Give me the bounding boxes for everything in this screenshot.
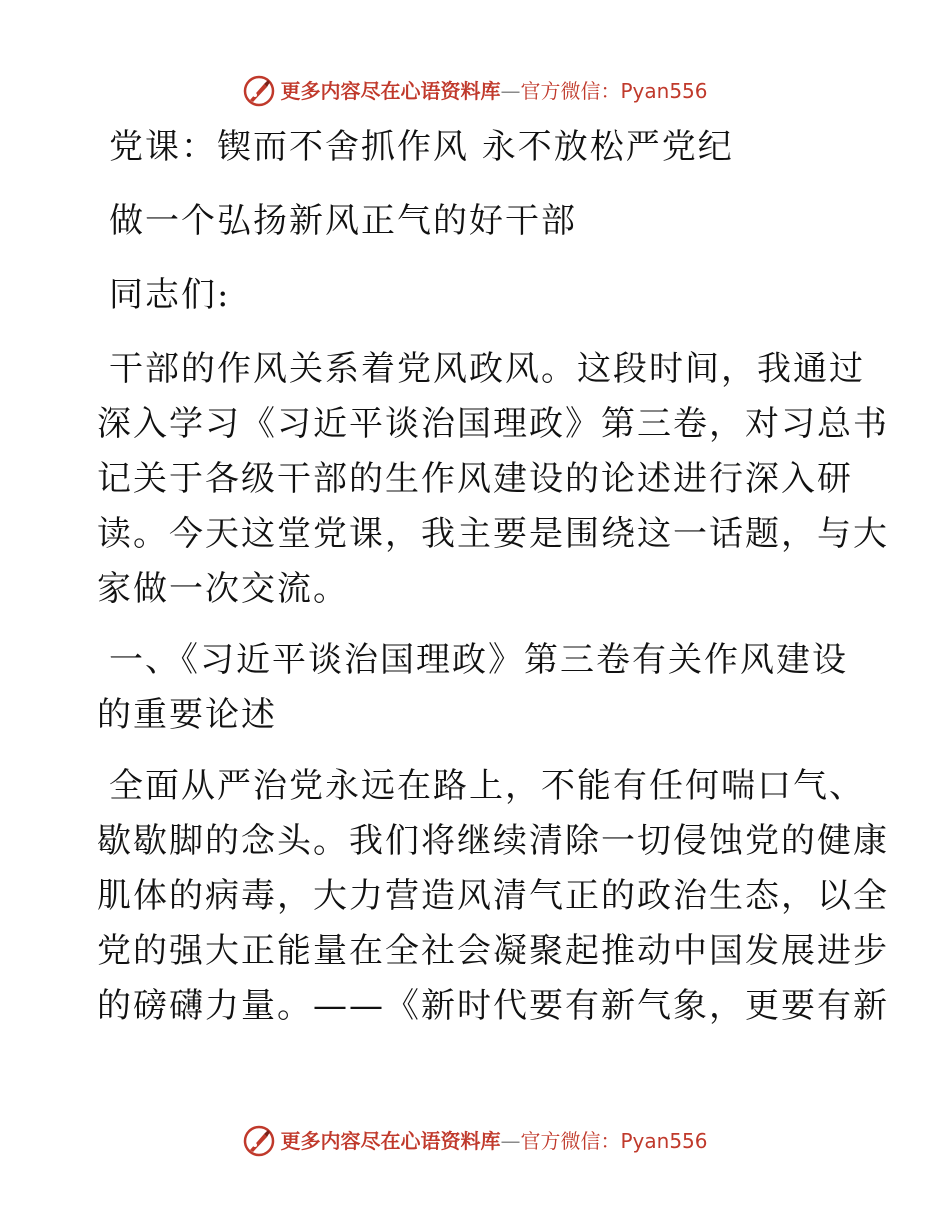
section-heading-line: 一、《习近平谈治国理政》第三卷有关作风建设 bbox=[109, 640, 848, 680]
header-wechat-id: Pyan556 bbox=[620, 79, 708, 103]
body-line: 肌体的病毒，大力营造风清气正的政治生态，以全 bbox=[97, 876, 889, 916]
intro-line: 记关于各级干部的生作风建设的论述进行深入研 bbox=[97, 459, 853, 499]
header-site-text: 更多内容尽在心语资料库 bbox=[280, 79, 501, 103]
footer-wechat-label: 官方微信： bbox=[520, 1129, 621, 1153]
body-line: 全面从严治党永远在路上，不能有任何喘口气、 bbox=[109, 766, 865, 806]
intro-line: 读。今天这堂党课，我主要是围绕这一话题，与大 bbox=[97, 514, 889, 554]
intro-paragraph bbox=[97, 346, 889, 612]
section1-heading bbox=[97, 637, 857, 738]
pen-logo-icon bbox=[242, 74, 276, 108]
footer-wechat-id: Pyan556 bbox=[620, 1129, 708, 1153]
document-title: 党课：锲而不舍抓作风 永不放松严党纪 bbox=[109, 127, 734, 167]
footer-site-text: 更多内容尽在心语资料库 bbox=[280, 1129, 501, 1153]
intro-line: 深入学习《习近平谈治国理政》第三卷，对习总书 bbox=[97, 404, 889, 444]
pen-logo-icon bbox=[242, 1124, 276, 1158]
intro-line: 干部的作风关系着党风政风。这段时间，我通过 bbox=[109, 349, 865, 389]
section-heading-line: 的重要论述 bbox=[97, 695, 277, 735]
document-subtitle: 做一个弘扬新风正气的好干部 bbox=[109, 201, 577, 241]
intro-line: 家做一次交流。 bbox=[97, 569, 349, 609]
body-line: 歇歇脚的念头。我们将继续清除一切侵蚀党的健康 bbox=[97, 821, 889, 861]
salutation: 同志们: bbox=[109, 275, 231, 315]
footer-dash: — bbox=[500, 1129, 521, 1153]
body-line: 的磅礴力量。——《新时代要有新气象，更要有新 bbox=[97, 986, 889, 1026]
header-wechat-label: 官方微信： bbox=[520, 79, 621, 103]
footer-banner bbox=[0, 1121, 950, 1161]
body-line: 党的强大正能量在全社会凝聚起推动中国发展进步 bbox=[97, 931, 889, 971]
header-dash: — bbox=[500, 79, 521, 103]
document-body bbox=[97, 124, 889, 1054]
header-banner bbox=[0, 71, 950, 111]
section1-body bbox=[97, 763, 889, 1029]
